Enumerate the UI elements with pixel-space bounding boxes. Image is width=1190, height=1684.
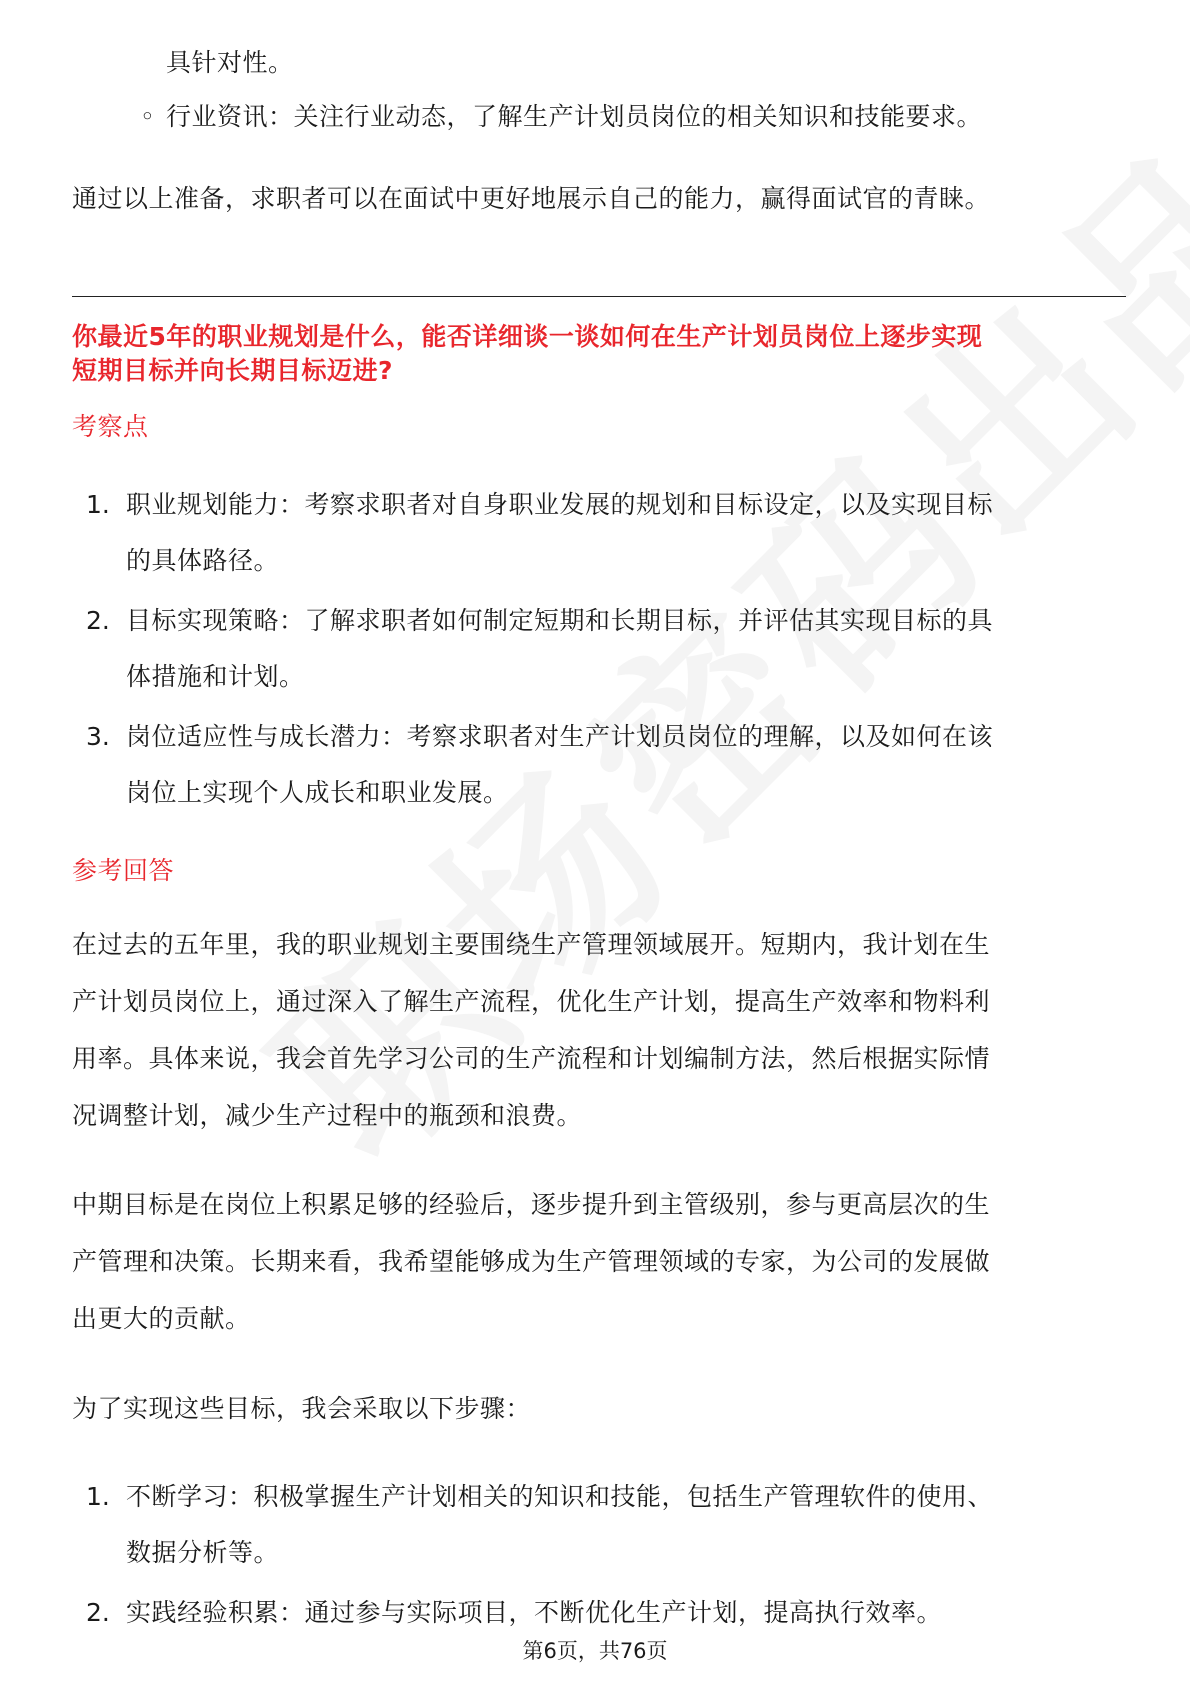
assess-item-2-line-2: 体措施和计划。 (126, 662, 305, 691)
step-2-number: 2. (86, 1598, 110, 1627)
question-line-2: 短期目标并向长期目标迈进? (72, 356, 394, 385)
assess-item-1-line-2: 的具体路径。 (126, 546, 280, 575)
answer-p1-line-1: 在过去的五年里，我的职业规划主要围绕生产管理领域展开。短期内，我计划在生 (72, 930, 991, 959)
answer-p2-line-1: 中期目标是在岗位上积累足够的经验后，逐步提升到主管级别，参与更高层次的生 (72, 1190, 991, 1219)
step-1-line-2: 数据分析等。 (126, 1538, 280, 1567)
assess-item-3-number: 3. (86, 722, 110, 751)
step-2-line-1: 实践经验积累：通过参与实际项目，不断优化生产计划，提高执行效率。 (126, 1598, 943, 1627)
assess-item-1-line-1: 职业规划能力：考察求职者对自身职业发展的规划和目标设定，以及实现目标 (126, 490, 994, 519)
prev-conclusion: 通过以上准备，求职者可以在面试中更好地展示自己的能力，赢得面试官的青睐。 (72, 184, 991, 213)
assess-item-2-line-1: 目标实现策略：了解求职者如何制定短期和长期目标，并评估其实现目标的具 (126, 606, 994, 635)
assess-item-1-number: 1. (86, 490, 110, 519)
step-1-line-1: 不断学习：积极掌握生产计划相关的知识和技能，包括生产管理软件的使用、 (126, 1482, 994, 1511)
answer-heading: 参考回答 (72, 856, 175, 885)
answer-p2-line-3: 出更大的贡献。 (72, 1304, 251, 1333)
section-divider (72, 296, 1126, 297)
page-footer: 第6页，共76页 (522, 1639, 668, 1663)
assess-item-3-line-2: 岗位上实现个人成长和职业发展。 (126, 778, 509, 807)
step-1-number: 1. (86, 1482, 110, 1511)
prev-bullet-text: 行业资讯：关注行业动态，了解生产计划员岗位的相关知识和技能要求。 (166, 102, 983, 131)
answer-p1-line-2: 产计划员岗位上，通过深入了解生产流程，优化生产计划，提高生产效率和物料利 (72, 987, 991, 1016)
answer-p1-line-3: 用率。具体来说，我会首先学习公司的生产流程和计划编制方法，然后根据实际情 (72, 1044, 991, 1073)
hollow-bullet-icon: ◦ (140, 102, 156, 131)
prev-continuation-line: 具针对性。 (166, 48, 294, 77)
assess-heading: 考察点 (72, 412, 149, 441)
answer-p3: 为了实现这些目标，我会采取以下步骤： (72, 1394, 532, 1423)
assess-item-2-number: 2. (86, 606, 110, 635)
assess-item-3-line-1: 岗位适应性与成长潜力：考察求职者对生产计划员岗位的理解，以及如何在该 (126, 722, 994, 751)
question-line-1: 你最近5年的职业规划是什么，能否详细谈一谈如何在生产计划员岗位上逐步实现 (72, 322, 983, 351)
answer-p1-line-4: 况调整计划，减少生产过程中的瓶颈和浪费。 (72, 1101, 583, 1130)
answer-p2-line-2: 产管理和决策。长期来看，我希望能够成为生产管理领域的专家，为公司的发展做 (72, 1247, 991, 1276)
